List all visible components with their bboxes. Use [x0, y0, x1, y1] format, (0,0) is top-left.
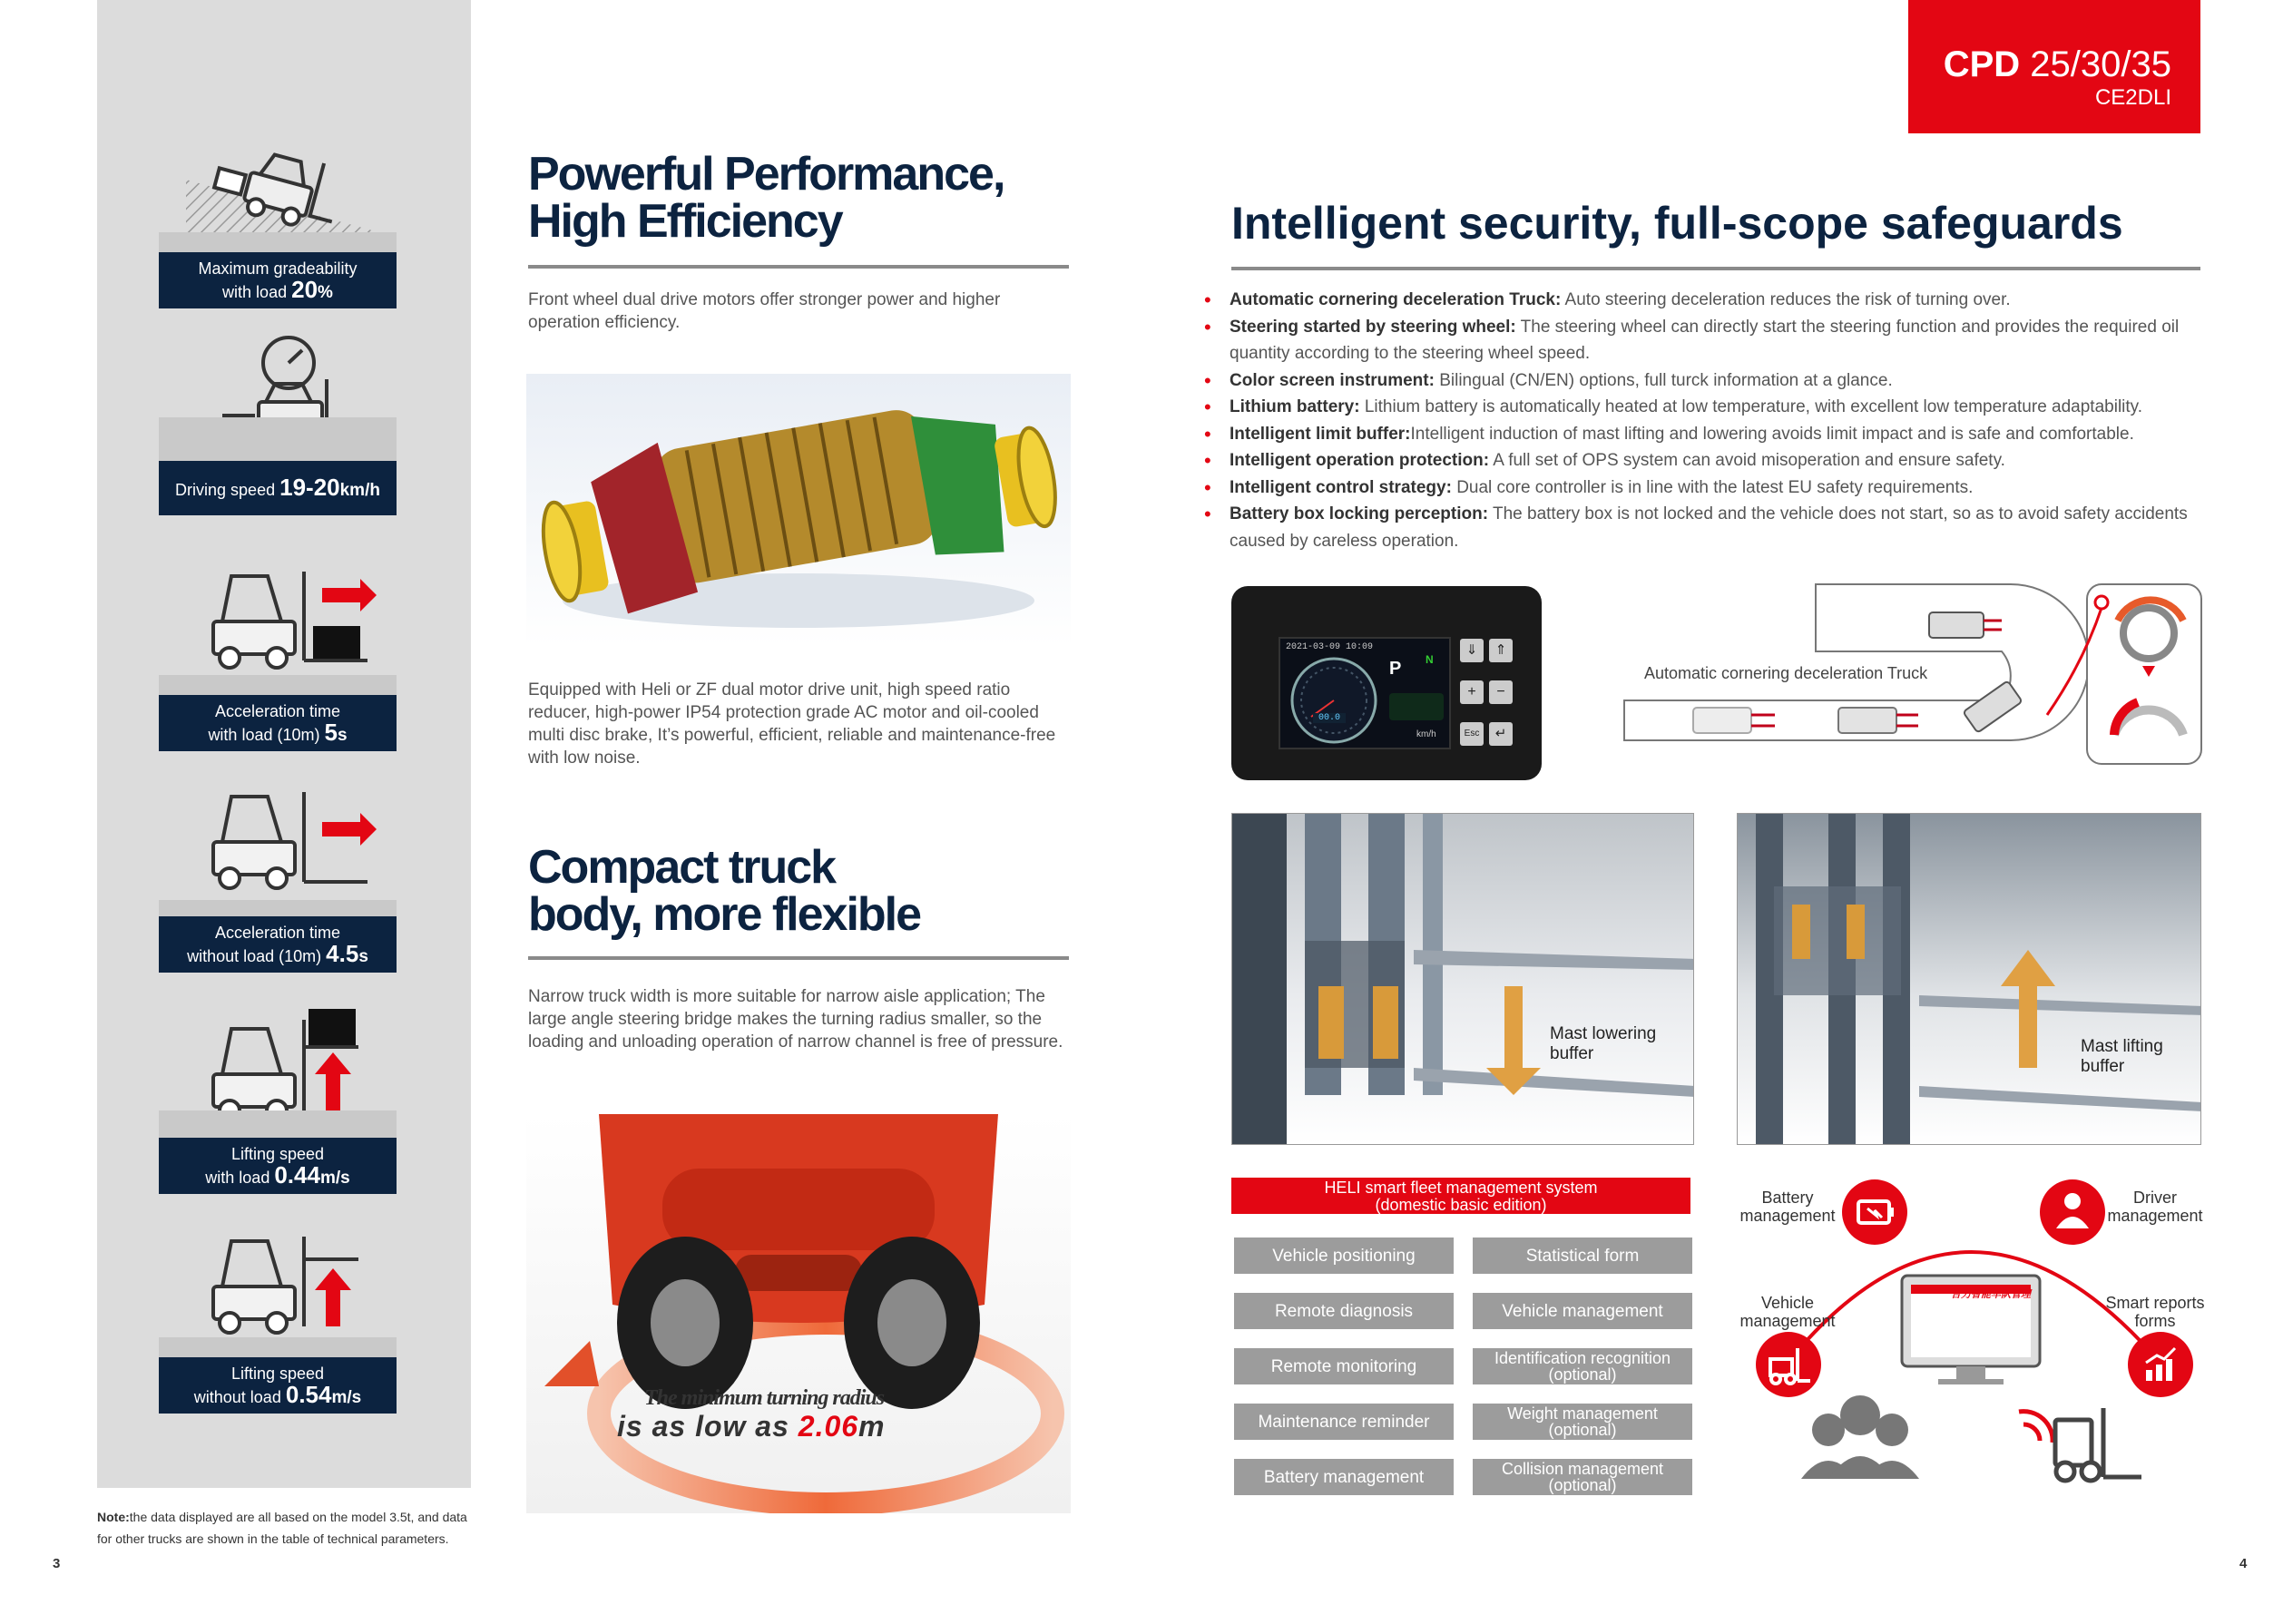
turning-radius-caption-1: The minimum turning radius	[644, 1386, 885, 1410]
performance-title: Powerful Performance, High Efficiency	[528, 148, 1004, 248]
mast-lifting-label: Mast lifting buffer	[2081, 1037, 2163, 1076]
list-item: • Lithium battery: Lithium battery is automatically heated at low temperature, with excellent low temperature adaptability.	[1202, 394, 2200, 421]
list-item: • Steering started by steering wheel: The steering wheel can directly start the steering function and provides the required oil quantity according to the steering wheel speed.	[1202, 314, 2200, 367]
forklift-speedometer-icon	[159, 334, 397, 461]
fleet-item-maintenance-reminder: Maintenance reminder	[1234, 1404, 1454, 1440]
color-screen-dashboard	[1231, 586, 1542, 780]
mast-lifting-image	[1737, 813, 2201, 1145]
dashboard-key-down[interactable]: ⇓	[1460, 639, 1484, 662]
drive-axle-image	[526, 374, 1071, 646]
mast-lowering-image	[1231, 813, 1694, 1145]
spec-label: Lifting speed with load 0.44m/s	[159, 1138, 397, 1194]
spec-card-lift-loaded	[159, 1002, 397, 1194]
fleet-item-battery-management: Battery management	[1234, 1459, 1454, 1495]
turning-radius-caption-2: is as low as 2.06m	[617, 1410, 886, 1443]
spec-label: Acceleration time with load (10m) 5s	[159, 695, 397, 751]
spec-card-driving-speed	[159, 334, 397, 515]
forklift-lift-loaded-icon	[159, 1002, 397, 1138]
dashboard-key-enter[interactable]: ↵	[1489, 722, 1513, 746]
monitor-screen-text: 合力智能车队管理	[1951, 1289, 2031, 1300]
battery-icon	[1842, 1179, 1907, 1245]
list-item: • Automatic cornering deceleration Truck: Auto steering deceleration reduces the risk of turning over.	[1202, 287, 2200, 314]
dashboard-key-up[interactable]: ⇑	[1489, 639, 1513, 662]
security-feature-list	[1202, 287, 2200, 554]
battery-gauge	[1389, 693, 1444, 720]
divider	[1231, 267, 2200, 270]
spec-label: Driving speed 19-20km/h	[159, 461, 397, 515]
forklift-accelerate-loaded-icon	[159, 553, 397, 695]
circle-label-driver: Driver management	[2107, 1189, 2203, 1225]
spec-label: Maximum gradeability with load 20%	[159, 252, 397, 308]
fleet-item-vehicle-management: Vehicle management	[1473, 1293, 1692, 1329]
fleet-item-remote-monitoring: Remote monitoring	[1234, 1348, 1454, 1384]
fleet-item-statistical-form: Statistical form	[1473, 1238, 1692, 1274]
fleet-item-identification-recognition: Identification recognition (optional)	[1473, 1348, 1692, 1384]
fleet-item-collision-management: Collision management (optional)	[1473, 1459, 1692, 1495]
circle-label-reports: Smart reports forms	[2105, 1294, 2205, 1330]
page-number-left: 3	[53, 1556, 61, 1571]
spec-card-gradeability	[159, 107, 397, 308]
security-title: Intelligent security, full-scope safeguards	[1231, 198, 2123, 249]
fleet-item-vehicle-positioning: Vehicle positioning	[1234, 1238, 1454, 1274]
mast-lowering-label: Mast lowering buffer	[1550, 1024, 1657, 1063]
dashboard-n: N	[1426, 653, 1434, 666]
spec-label: Lifting speed without load 0.54m/s	[159, 1357, 397, 1414]
list-item: • Battery box locking perception: The battery box is not locked and the vehicle does not start, so as to avoid safety accidents caused by careless operation.	[1202, 501, 2200, 554]
model-tag: CPD 25/30/35 CE2DLI	[1908, 0, 2200, 133]
bar-chart-icon	[2128, 1332, 2193, 1397]
cornering-label: Automatic cornering deceleration Truck	[1644, 664, 1928, 682]
list-item: • Intelligent operation protection: A full set of OPS system can avoid misoperation and ensure safety.	[1202, 447, 2200, 474]
list-item: • Intelligent control strategy: Dual core controller is in line with the latest EU safety requirements.	[1202, 474, 2200, 502]
turning-radius-image	[526, 1114, 1071, 1513]
fleet-heading: HELI smart fleet management system (domestic basic edition)	[1231, 1178, 1690, 1214]
dashboard-unit: km/h	[1416, 729, 1436, 739]
list-item: • Color screen instrument: Bilingual (CN/EN) options, full turck information at a glance.	[1202, 367, 2200, 395]
page-number-right: 4	[2239, 1556, 2248, 1571]
fleet-item-remote-diagnosis: Remote diagnosis	[1234, 1293, 1454, 1329]
compact-text: Narrow truck width is more suitable for narrow aisle application; The large angle steering bridge makes the turning radius smaller, so the loading and unloading operation of narrow channel is free of pressure.	[528, 987, 1063, 1052]
list-item: • Intelligent limit buffer:Intelligent induction of mast lifting and lowering avoids limit impact and is safe and comfortable.	[1202, 421, 2200, 448]
circle-label-battery: Battery management	[1739, 1189, 1836, 1225]
forklift-accelerate-empty-icon	[159, 788, 397, 916]
cornering-diagram	[1621, 581, 2203, 768]
spec-card-lift-empty	[159, 1232, 397, 1414]
spec-label: Acceleration time without load (10m) 4.5s	[159, 916, 397, 973]
forklift-icon	[1756, 1332, 1821, 1397]
dashboard-key-minus[interactable]: −	[1489, 680, 1513, 704]
dashboard-readout: 00.0	[1313, 713, 1346, 723]
forklift-lift-empty-icon	[159, 1232, 397, 1357]
forklift-on-slope-icon	[159, 107, 397, 252]
dashboard-date: 2021-03-09 10:09	[1286, 642, 1374, 652]
dashboard-key-esc[interactable]: Esc	[1460, 722, 1484, 746]
divider	[528, 265, 1069, 269]
circle-label-vehicle: Vehicle management	[1739, 1294, 1836, 1330]
dashboard-key-plus[interactable]: +	[1460, 680, 1484, 704]
spec-card-accel-empty	[159, 788, 397, 973]
dashboard-gear: P	[1389, 659, 1402, 679]
fleet-item-weight-management: Weight management (optional)	[1473, 1404, 1692, 1440]
compact-title: Compact truck body, more flexible	[528, 841, 921, 941]
performance-intro: Front wheel dual drive motors offer stronger power and higher operation efficiency.	[528, 290, 1001, 332]
divider	[528, 956, 1069, 960]
performance-detail: Equipped with Heli or ZF dual motor drive unit, high speed ratio reducer, high-power IP54 protection grade AC motor and oil-cooled multi disc brake, It’s powerful, efficient, reliable and maintenance-free with low noise.	[528, 680, 1056, 768]
spec-card-accel-loaded	[159, 553, 397, 751]
footnote: Note:the data displayed are all based on the model 3.5t, and data for other trucks are shown in the table of technical parameters.	[97, 1510, 467, 1546]
